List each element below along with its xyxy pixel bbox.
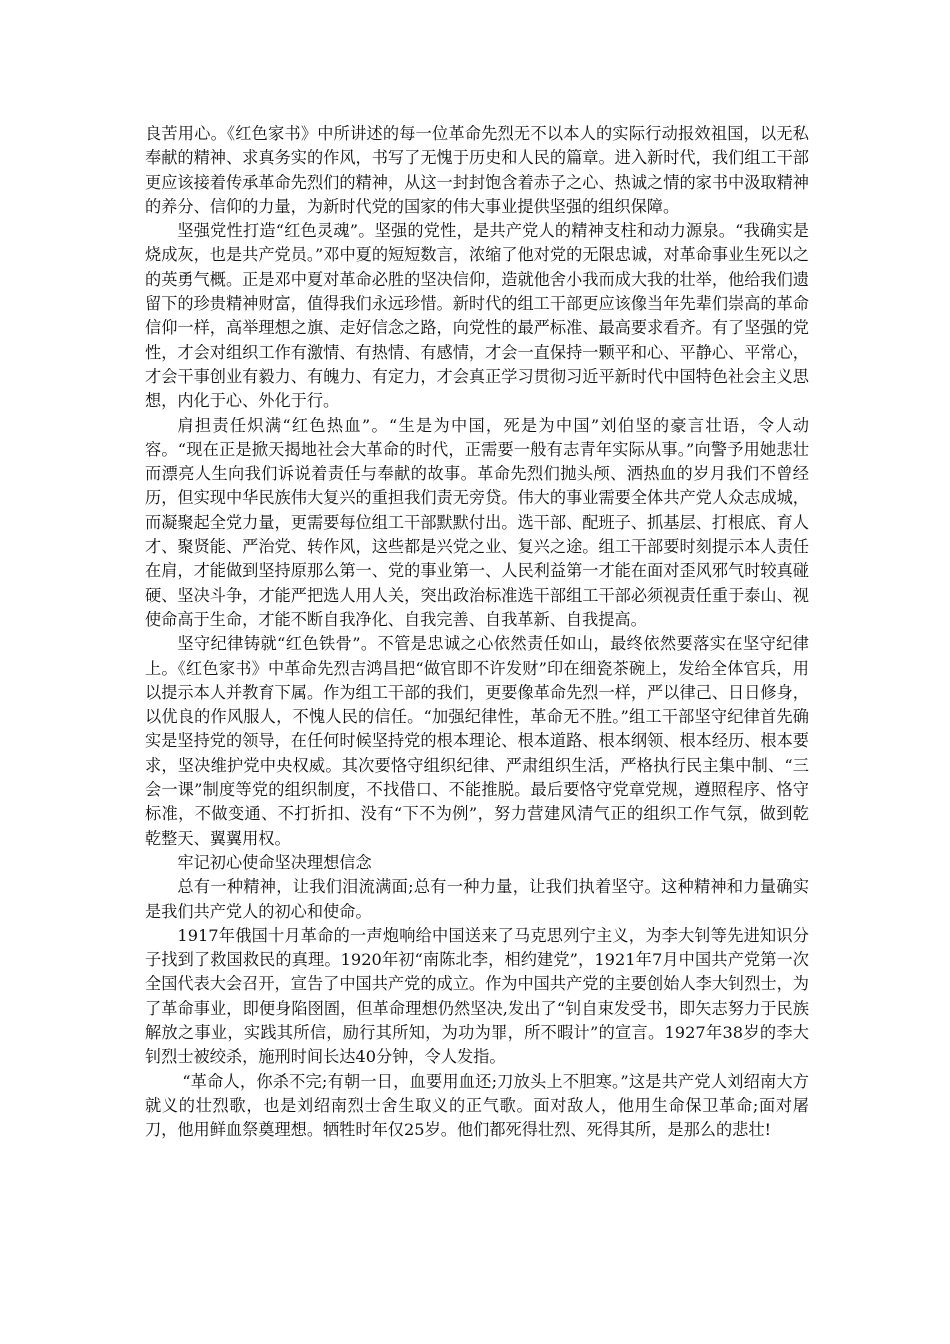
paragraph-6: 1917年俄国十月革命的一声炮响给中国送来了马克思列宁主义，为李大钊等先进知识分子找到了救国救民的真理。1920年初“南陈北李，相约建党”，1921年7月中国共产党第一次全国代表大会召开，宣告了中国共产党的成立。作为中国共产党的主要创始人李大钊烈士，为了革命事业，即便身陷囹圄，但革命理想仍然坚决,发出了“钊自束发受书，即矢志努力于民族解放之事业，实践其所信，励行其所知，为功为罪，所不暇计”的宣言。1927年38岁的李大钊烈士被绞杀，施刑时间长达40分钟，令人发指。 bbox=[145, 925, 809, 1067]
paragraph-2: 坚强党性打造“红色灵魂”。坚强的党性，是共产党人的精神支柱和动力源泉。“我确实是烧成灰，也是共产党员。”邓中夏的短短数言，浓缩了他对党的无限忠诚，对革命事业生死以之的英勇气概。正是邓中夏对革命必胜的坚决信仰，造就他舍小我而成大我的壮举，他给我们遗留下的珍贵精神财富，值得我们永远珍惜。新时代的组工干部更应该像当年先辈们崇高的革命信仰一样，高举理想之旗、走好信念之路，向党性的最严标准、最高要求看齐。有了坚强的党性，才会对组织工作有激情、有热情、有感情，才会一直保持一颗平和心、平静心、平常心，才会干事创业有毅力、有魄力、有定力，才会真正学习贯彻习近平新时代中国特色社会主义思想，内化于心、外化于行。 bbox=[145, 221, 809, 411]
paragraph-7: “革命人，你杀不完;有朝一日，血要用血还;刀放头上不胆寒。”这是共产党人刘绍南大方就义的壮烈歌，也是刘绍南烈士舍生取义的正气歌。面对敌人，他用生命保卫革命;面对屠刀，他用鲜血祭奠理想。牺牲时年仅25岁。他们都死得壮烈、死得其所，是那么的悲壮! bbox=[145, 1071, 809, 1140]
paragraph-3: 肩担责任炽满“红色热血”。“生是为中国，死是为中国”刘伯坚的豪言壮语，令人动容。“现在正是掀天揭地社会大革命的时代，正需要一般有志青年实际从事。”向警予用她悲壮而漂亮人生向我们诉说着责任与奉献的故事。革命先烈们抛头颅、洒热血的岁月我们不曾经历，但实现中华民族伟大复兴的重担我们责无旁贷。伟大的事业需要全体共产党人众志成城，而凝聚起全党力量，更需要每位组工干部默默付出。选干部、配班子、抓基层、打根底、育人才、聚贤能、严治党、转作风，这些都是兴党之业、复兴之途。组工干部要时刻提示本人责任在肩，才能做到坚持原那么第一、党的事业第一、人民利益第一才能在面对歪风邪气时较真碰硬、坚决斗争，才能严把选人用人关，突出政治标准选干部组工干部必须视责任重于泰山、视使命高于生命，才能不断自我净化、自我完善、自我革新、自我提高。 bbox=[145, 415, 809, 629]
document-body bbox=[145, 122, 809, 1142]
paragraph-5: 总有一种精神，让我们泪流满面;总有一种力量，让我们执着坚守。这种精神和力量确实是我们共产党人的初心和使命。 bbox=[145, 877, 809, 921]
paragraph-1: 良苦用心。《红色家书》中所讲述的每一位革命先烈无不以本人的实际行动报效祖国，以无私奉献的精神、求真务实的作风，书写了无愧于历史和人民的篇章。进入新时代，我们组工干部更应该接着传承革命先烈们的精神，从这一封封饱含着赤子之心、热诚之情的家书中汲取精神的养分、信仰的力量，为新时代党的国家的伟大事业提供坚强的组织保障。 bbox=[145, 124, 809, 216]
paragraph-4: 坚守纪律铸就“红色铁骨”。不管是忠诚之心依然责任如山，最终依然要落实在坚守纪律上。《红色家书》中革命先烈吉鸿昌把“做官即不许发财”印在细瓷茶碗上，发给全体官兵，用以提示本人并教育下属。作为组工干部的我们，更要像革命先烈一样，严以律己、日日修身，以优良的作风服人，不愧人民的信任。“加强纪律性，革命无不胜。”组工干部坚守纪律首先确实是坚持党的领导，在任何时候坚持党的根本理论、根本道路、根本纲领、根本经历、根本要求，坚决维护党中央权威。其次要恪守组织纪律、严肃组织生活，严格执行民主集中制、“三会一课”制度等党的组织制度，不找借口、不能推脱。最后要恪守党章党规，遵照程序、恪守标准，不做变通、不打折扣、没有“下不为例”，努力营建风清气正的组织工作气氛，做到乾乾整天、翼翼用权。 bbox=[145, 634, 809, 848]
section-heading: 牢记初心使命坚决理想信念 bbox=[177, 852, 372, 872]
